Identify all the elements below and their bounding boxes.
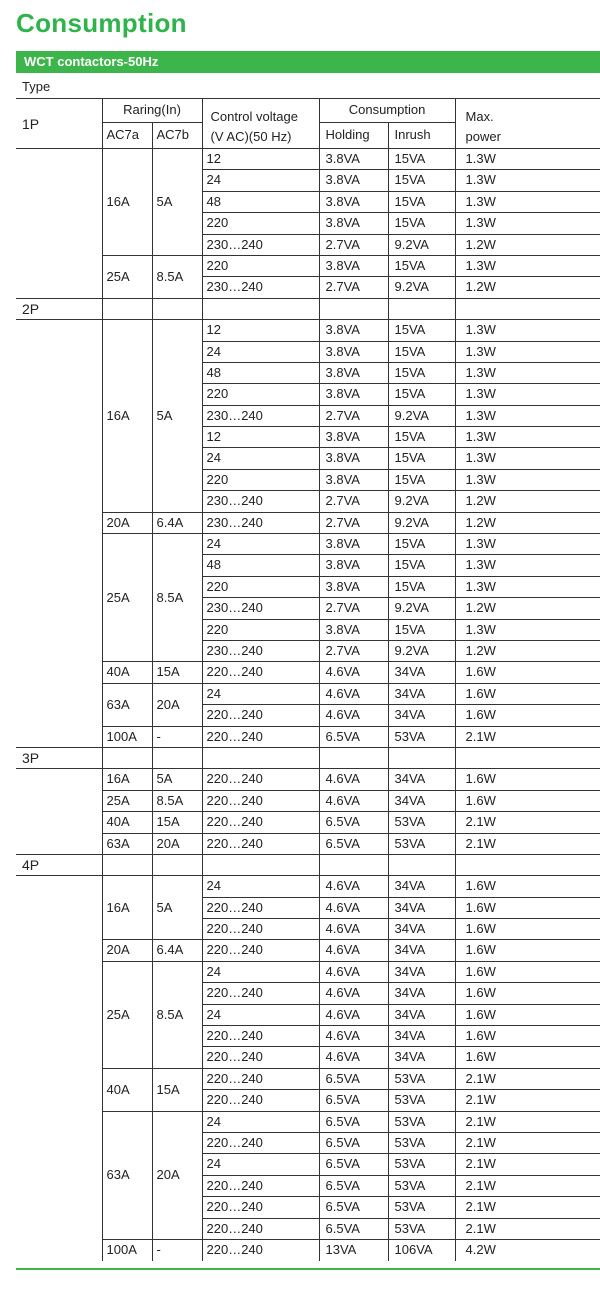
holding-cell: 3.8VA xyxy=(319,427,388,448)
holding-cell: 4.6VA xyxy=(319,769,388,790)
max-power-cell: 1.3W xyxy=(455,619,600,640)
holding-cell: 3.8VA xyxy=(319,469,388,490)
holding-cell xyxy=(319,747,388,768)
holding-cell: 6.5VA xyxy=(319,833,388,854)
bottom-rule xyxy=(16,1268,600,1270)
max-power-header-line2: power xyxy=(465,129,501,144)
inrush-cell: 9.2VA xyxy=(388,234,455,255)
inrush-cell: 53VA xyxy=(388,1218,455,1239)
inrush-cell: 34VA xyxy=(388,1004,455,1025)
ac7a-cell: 25A xyxy=(102,961,152,1068)
inrush-cell: 53VA xyxy=(388,726,455,747)
control-voltage-cell: 24 xyxy=(202,961,319,982)
inrush-cell: 53VA xyxy=(388,1132,455,1153)
max-power-cell: 1.6W xyxy=(455,769,600,790)
inrush-cell: 15VA xyxy=(388,555,455,576)
pole-cell xyxy=(16,769,102,855)
inrush-cell: 34VA xyxy=(388,662,455,683)
table-row xyxy=(16,683,600,704)
ac7a-cell: 40A xyxy=(102,1068,152,1111)
ac7a-cell xyxy=(102,298,152,319)
table-row xyxy=(16,747,600,768)
inrush-cell: 53VA xyxy=(388,1090,455,1111)
inrush-cell: 53VA xyxy=(388,1068,455,1089)
control-voltage-cell: 24 xyxy=(202,876,319,897)
holding-cell: 2.7VA xyxy=(319,598,388,619)
pole-cell xyxy=(16,320,102,748)
table-row xyxy=(16,940,600,961)
control-voltage-cell: 220…240 xyxy=(202,790,319,811)
control-voltage-cell: 230…240 xyxy=(202,512,319,533)
table-row xyxy=(16,1068,600,1089)
max-power-cell: 2.1W xyxy=(455,833,600,854)
control-voltage-cell: 220 xyxy=(202,619,319,640)
table-row xyxy=(16,320,600,341)
inrush-cell: 15VA xyxy=(388,255,455,276)
holding-cell: 4.6VA xyxy=(319,1004,388,1025)
holding-cell: 4.6VA xyxy=(319,940,388,961)
inrush-cell: 9.2VA xyxy=(388,277,455,298)
max-power-cell: 1.6W xyxy=(455,1004,600,1025)
control-voltage-cell: 220…240 xyxy=(202,1047,319,1068)
ac7b-cell: 15A xyxy=(152,812,202,833)
table-row xyxy=(16,255,600,276)
inrush-cell: 34VA xyxy=(388,705,455,726)
max-power-cell: 1.2W xyxy=(455,512,600,533)
ac7b-cell: 5A xyxy=(152,769,202,790)
inrush-cell: 15VA xyxy=(388,191,455,212)
control-voltage-cell: 220 xyxy=(202,255,319,276)
ac7a-cell: 63A xyxy=(102,833,152,854)
inrush-cell: 15VA xyxy=(388,170,455,191)
inrush-cell: 34VA xyxy=(388,961,455,982)
table-row xyxy=(16,298,600,319)
control-voltage-cell: 12 xyxy=(202,149,319,170)
control-voltage-cell: 220…240 xyxy=(202,940,319,961)
control-voltage-cell: 220 xyxy=(202,576,319,597)
ac7a-cell: 100A xyxy=(102,1239,152,1260)
holding-cell xyxy=(319,298,388,319)
consumption-header: Consumption xyxy=(319,99,455,123)
holding-cell: 4.6VA xyxy=(319,790,388,811)
inrush-cell xyxy=(388,854,455,875)
max-power-cell: 1.6W xyxy=(455,790,600,811)
table-row xyxy=(16,534,600,555)
ac7a-cell xyxy=(102,747,152,768)
page-title: Consumption xyxy=(16,8,187,38)
ac7a-cell: 63A xyxy=(102,1111,152,1239)
ac7b-cell: 20A xyxy=(152,683,202,726)
ac7a-cell: 100A xyxy=(102,726,152,747)
max-power-cell: 1.3W xyxy=(455,213,600,234)
inrush-cell: 53VA xyxy=(388,833,455,854)
control-voltage-cell: 220…240 xyxy=(202,833,319,854)
holding-cell: 3.8VA xyxy=(319,255,388,276)
inrush-cell: 53VA xyxy=(388,1154,455,1175)
control-voltage-cell: 48 xyxy=(202,555,319,576)
control-voltage-cell: 24 xyxy=(202,448,319,469)
control-voltage-cell: 24 xyxy=(202,534,319,555)
table-row xyxy=(16,1239,600,1260)
holding-cell: 3.8VA xyxy=(319,362,388,383)
inrush-cell: 15VA xyxy=(388,341,455,362)
max-power-cell: 1.3W xyxy=(455,320,600,341)
holding-cell: 3.8VA xyxy=(319,555,388,576)
ac7a-cell: 16A xyxy=(102,320,152,513)
inrush-cell: 34VA xyxy=(388,876,455,897)
inrush-cell: 53VA xyxy=(388,1175,455,1196)
max-power-cell: 1.3W xyxy=(455,427,600,448)
max-power-cell: 1.3W xyxy=(455,405,600,426)
pole-cell xyxy=(16,876,102,1261)
control-voltage-header xyxy=(202,99,319,149)
control-voltage-cell: 220…240 xyxy=(202,769,319,790)
holding-cell: 3.8VA xyxy=(319,320,388,341)
ac7b-cell: 20A xyxy=(152,1111,202,1239)
control-voltage-cell: 220…240 xyxy=(202,1239,319,1260)
inrush-cell: 106VA xyxy=(388,1239,455,1260)
ac7b-cell: 15A xyxy=(152,1068,202,1111)
ac7a-cell: 25A xyxy=(102,790,152,811)
holding-cell: 4.6VA xyxy=(319,897,388,918)
holding-cell: 4.6VA xyxy=(319,961,388,982)
control-voltage-cell: 24 xyxy=(202,1004,319,1025)
control-voltage-cell: 220…240 xyxy=(202,897,319,918)
ac7b-cell: 8.5A xyxy=(152,790,202,811)
table-row xyxy=(16,854,600,875)
ac7b-cell: 5A xyxy=(152,320,202,513)
inrush-cell: 15VA xyxy=(388,448,455,469)
control-voltage-cell: 220…240 xyxy=(202,1197,319,1218)
inrush-cell: 34VA xyxy=(388,683,455,704)
header-row-top xyxy=(16,99,600,123)
ac7a-cell: 20A xyxy=(102,512,152,533)
max-power-cell: 1.6W xyxy=(455,705,600,726)
holding-cell: 13VA xyxy=(319,1239,388,1260)
inrush-cell: 34VA xyxy=(388,919,455,940)
max-power-cell: 1.6W xyxy=(455,1026,600,1047)
inrush-cell: 53VA xyxy=(388,812,455,833)
max-power-cell: 1.3W xyxy=(455,191,600,212)
max-power-cell: 2.1W xyxy=(455,1197,600,1218)
max-power-cell: 1.3W xyxy=(455,170,600,191)
holding-cell: 3.8VA xyxy=(319,384,388,405)
ac7a-cell: 16A xyxy=(102,149,152,256)
pole-label-1p: 1P xyxy=(16,99,102,149)
holding-cell: 3.8VA xyxy=(319,213,388,234)
inrush-cell: 15VA xyxy=(388,619,455,640)
inrush-cell: 9.2VA xyxy=(388,512,455,533)
ac7a-cell: 25A xyxy=(102,255,152,298)
max-power-cell: 1.3W xyxy=(455,384,600,405)
inrush-cell: 53VA xyxy=(388,1197,455,1218)
max-power-cell: 1.3W xyxy=(455,341,600,362)
ac7b-cell xyxy=(152,298,202,319)
ac7b-cell: 6.4A xyxy=(152,512,202,533)
control-voltage-cell: 220…240 xyxy=(202,983,319,1004)
table-row xyxy=(16,769,600,790)
ac7b-cell: 5A xyxy=(152,876,202,940)
holding-cell: 6.5VA xyxy=(319,1218,388,1239)
table-row xyxy=(16,833,600,854)
max-power-cell: 1.2W xyxy=(455,640,600,661)
inrush-cell: 53VA xyxy=(388,1111,455,1132)
holding-cell: 3.8VA xyxy=(319,191,388,212)
control-voltage-cell: 48 xyxy=(202,191,319,212)
max-power-cell: 2.1W xyxy=(455,726,600,747)
pole-cell xyxy=(16,149,102,299)
max-power-cell: 1.3W xyxy=(455,469,600,490)
inrush-cell: 9.2VA xyxy=(388,598,455,619)
max-power-cell: 1.3W xyxy=(455,255,600,276)
inrush-cell: 34VA xyxy=(388,769,455,790)
control-voltage-cell: 230…240 xyxy=(202,405,319,426)
holding-cell: 6.5VA xyxy=(319,1132,388,1153)
ac7a-cell: 20A xyxy=(102,940,152,961)
control-voltage-cell: 24 xyxy=(202,1111,319,1132)
control-voltage-cell: 12 xyxy=(202,320,319,341)
rating-header: Raring(In) xyxy=(102,99,202,123)
control-voltage-cell: 220 xyxy=(202,469,319,490)
control-voltage-header-line2: (V AC)(50 Hz) xyxy=(210,129,292,144)
ac7b-cell: 8.5A xyxy=(152,961,202,1068)
ac7b-cell: 15A xyxy=(152,662,202,683)
ac7a-cell: 40A xyxy=(102,812,152,833)
inrush-cell: 15VA xyxy=(388,320,455,341)
max-power-cell: 1.2W xyxy=(455,234,600,255)
holding-cell: 6.5VA xyxy=(319,812,388,833)
table-row xyxy=(16,876,600,897)
table-row xyxy=(16,961,600,982)
table-row xyxy=(16,812,600,833)
max-power-cell: 1.6W xyxy=(455,876,600,897)
max-power-cell: 2.1W xyxy=(455,812,600,833)
table-row xyxy=(16,1111,600,1132)
holding-cell: 4.6VA xyxy=(319,983,388,1004)
ac7b-cell xyxy=(152,854,202,875)
table-row xyxy=(16,726,600,747)
pole-label-2p: 2P xyxy=(16,298,102,319)
inrush-cell xyxy=(388,747,455,768)
max-power-cell: 2.1W xyxy=(455,1132,600,1153)
inrush-cell: 15VA xyxy=(388,213,455,234)
max-power-cell: 2.1W xyxy=(455,1175,600,1196)
ac7a-header: AC7a xyxy=(102,123,152,149)
table-row xyxy=(16,790,600,811)
holding-cell: 6.5VA xyxy=(319,1154,388,1175)
inrush-cell: 34VA xyxy=(388,940,455,961)
inrush-cell: 9.2VA xyxy=(388,640,455,661)
holding-cell: 6.5VA xyxy=(319,1090,388,1111)
control-voltage-cell: 220…240 xyxy=(202,1175,319,1196)
inrush-cell: 15VA xyxy=(388,469,455,490)
ac7a-cell: 16A xyxy=(102,769,152,790)
max-power-cell: 1.6W xyxy=(455,983,600,1004)
control-voltage-cell: 220…240 xyxy=(202,726,319,747)
control-voltage-cell: 220…240 xyxy=(202,662,319,683)
max-power-header-line1: Max. xyxy=(465,109,494,124)
inrush-cell: 9.2VA xyxy=(388,405,455,426)
inrush-cell: 15VA xyxy=(388,427,455,448)
holding-cell: 3.8VA xyxy=(319,341,388,362)
control-voltage-cell: 12 xyxy=(202,427,319,448)
max-power-cell: 1.3W xyxy=(455,149,600,170)
ac7b-cell: 8.5A xyxy=(152,534,202,662)
inrush-cell: 34VA xyxy=(388,1047,455,1068)
max-power-cell xyxy=(455,747,600,768)
max-power-cell xyxy=(455,298,600,319)
holding-cell xyxy=(319,854,388,875)
holding-cell: 6.5VA xyxy=(319,1068,388,1089)
ac7b-cell: 8.5A xyxy=(152,255,202,298)
max-power-cell: 1.6W xyxy=(455,683,600,704)
holding-cell: 6.5VA xyxy=(319,1175,388,1196)
control-voltage-cell xyxy=(202,298,319,319)
inrush-cell: 34VA xyxy=(388,1026,455,1047)
control-voltage-header-line1: Control voltage xyxy=(210,109,298,124)
max-power-cell xyxy=(455,854,600,875)
control-voltage-cell: 220 xyxy=(202,213,319,234)
holding-cell: 2.7VA xyxy=(319,277,388,298)
holding-cell: 3.8VA xyxy=(319,170,388,191)
table-row xyxy=(16,512,600,533)
control-voltage-cell: 220…240 xyxy=(202,1090,319,1111)
table-row xyxy=(16,149,600,170)
max-power-cell: 1.3W xyxy=(455,555,600,576)
holding-cell: 4.6VA xyxy=(319,662,388,683)
holding-cell: 4.6VA xyxy=(319,1047,388,1068)
table-row xyxy=(16,662,600,683)
holding-cell: 2.7VA xyxy=(319,405,388,426)
holding-cell: 6.5VA xyxy=(319,1111,388,1132)
control-voltage-cell: 24 xyxy=(202,170,319,191)
max-power-cell: 2.1W xyxy=(455,1111,600,1132)
inrush-cell: 9.2VA xyxy=(388,491,455,512)
inrush-cell: 15VA xyxy=(388,149,455,170)
control-voltage-cell: 220…240 xyxy=(202,1026,319,1047)
holding-header: Holding xyxy=(319,123,388,149)
max-power-cell: 4.2W xyxy=(455,1239,600,1260)
consumption-table xyxy=(16,98,600,1261)
inrush-cell: 34VA xyxy=(388,983,455,1004)
ac7b-cell: 5A xyxy=(152,149,202,256)
max-power-cell: 1.3W xyxy=(455,576,600,597)
holding-cell: 3.8VA xyxy=(319,619,388,640)
control-voltage-cell: 230…240 xyxy=(202,598,319,619)
holding-cell: 3.8VA xyxy=(319,534,388,555)
inrush-cell: 34VA xyxy=(388,897,455,918)
inrush-cell: 15VA xyxy=(388,534,455,555)
ac7a-cell: 25A xyxy=(102,534,152,662)
control-voltage-cell: 220…240 xyxy=(202,919,319,940)
max-power-cell: 1.2W xyxy=(455,277,600,298)
max-power-cell: 1.2W xyxy=(455,491,600,512)
max-power-cell: 2.1W xyxy=(455,1218,600,1239)
ac7a-cell: 16A xyxy=(102,876,152,940)
ac7a-cell: 40A xyxy=(102,662,152,683)
holding-cell: 2.7VA xyxy=(319,640,388,661)
ac7b-header: AC7b xyxy=(152,123,202,149)
control-voltage-cell: 24 xyxy=(202,683,319,704)
max-power-cell: 1.6W xyxy=(455,961,600,982)
inrush-cell: 15VA xyxy=(388,362,455,383)
holding-cell: 2.7VA xyxy=(319,512,388,533)
holding-cell: 4.6VA xyxy=(319,683,388,704)
ac7b-cell: 6.4A xyxy=(152,940,202,961)
control-voltage-cell: 230…240 xyxy=(202,234,319,255)
inrush-cell: 15VA xyxy=(388,384,455,405)
pole-label-3p: 3P xyxy=(16,747,102,768)
control-voltage-cell: 24 xyxy=(202,1154,319,1175)
control-voltage-cell: 48 xyxy=(202,362,319,383)
ac7b-cell: 20A xyxy=(152,833,202,854)
ac7a-cell: 63A xyxy=(102,683,152,726)
inrush-cell: 34VA xyxy=(388,790,455,811)
ac7b-cell: - xyxy=(152,726,202,747)
max-power-cell: 1.6W xyxy=(455,897,600,918)
max-power-cell: 1.2W xyxy=(455,598,600,619)
control-voltage-cell: 230…240 xyxy=(202,491,319,512)
holding-cell: 4.6VA xyxy=(319,1026,388,1047)
control-voltage-cell xyxy=(202,747,319,768)
control-voltage-cell: 220…240 xyxy=(202,1132,319,1153)
ac7b-cell xyxy=(152,747,202,768)
section-banner: WCT contactors-50Hz xyxy=(16,51,600,73)
ac7b-cell: - xyxy=(152,1239,202,1260)
max-power-header xyxy=(455,99,600,149)
holding-cell: 4.6VA xyxy=(319,919,388,940)
control-voltage-cell: 220…240 xyxy=(202,812,319,833)
inrush-cell: 15VA xyxy=(388,576,455,597)
control-voltage-cell xyxy=(202,854,319,875)
max-power-cell: 1.3W xyxy=(455,534,600,555)
control-voltage-cell: 24 xyxy=(202,341,319,362)
max-power-cell: 1.6W xyxy=(455,1047,600,1068)
control-voltage-cell: 220…240 xyxy=(202,1218,319,1239)
max-power-cell: 1.6W xyxy=(455,919,600,940)
pole-label-4p: 4P xyxy=(16,854,102,875)
holding-cell: 3.8VA xyxy=(319,576,388,597)
control-voltage-cell: 220 xyxy=(202,384,319,405)
inrush-cell xyxy=(388,298,455,319)
control-voltage-cell: 230…240 xyxy=(202,277,319,298)
control-voltage-cell: 230…240 xyxy=(202,640,319,661)
max-power-cell: 2.1W xyxy=(455,1154,600,1175)
holding-cell: 4.6VA xyxy=(319,705,388,726)
control-voltage-cell: 220…240 xyxy=(202,1068,319,1089)
holding-cell: 2.7VA xyxy=(319,491,388,512)
ac7a-cell xyxy=(102,854,152,875)
max-power-cell: 1.6W xyxy=(455,662,600,683)
control-voltage-cell: 220…240 xyxy=(202,705,319,726)
holding-cell: 4.6VA xyxy=(319,876,388,897)
max-power-cell: 1.3W xyxy=(455,362,600,383)
type-label: Type xyxy=(22,79,51,94)
inrush-header: Inrush xyxy=(388,123,455,149)
max-power-cell: 1.6W xyxy=(455,940,600,961)
holding-cell: 3.8VA xyxy=(319,149,388,170)
max-power-cell: 1.3W xyxy=(455,448,600,469)
max-power-cell: 2.1W xyxy=(455,1090,600,1111)
holding-cell: 3.8VA xyxy=(319,448,388,469)
holding-cell: 2.7VA xyxy=(319,234,388,255)
holding-cell: 6.5VA xyxy=(319,1197,388,1218)
max-power-cell: 2.1W xyxy=(455,1068,600,1089)
holding-cell: 6.5VA xyxy=(319,726,388,747)
